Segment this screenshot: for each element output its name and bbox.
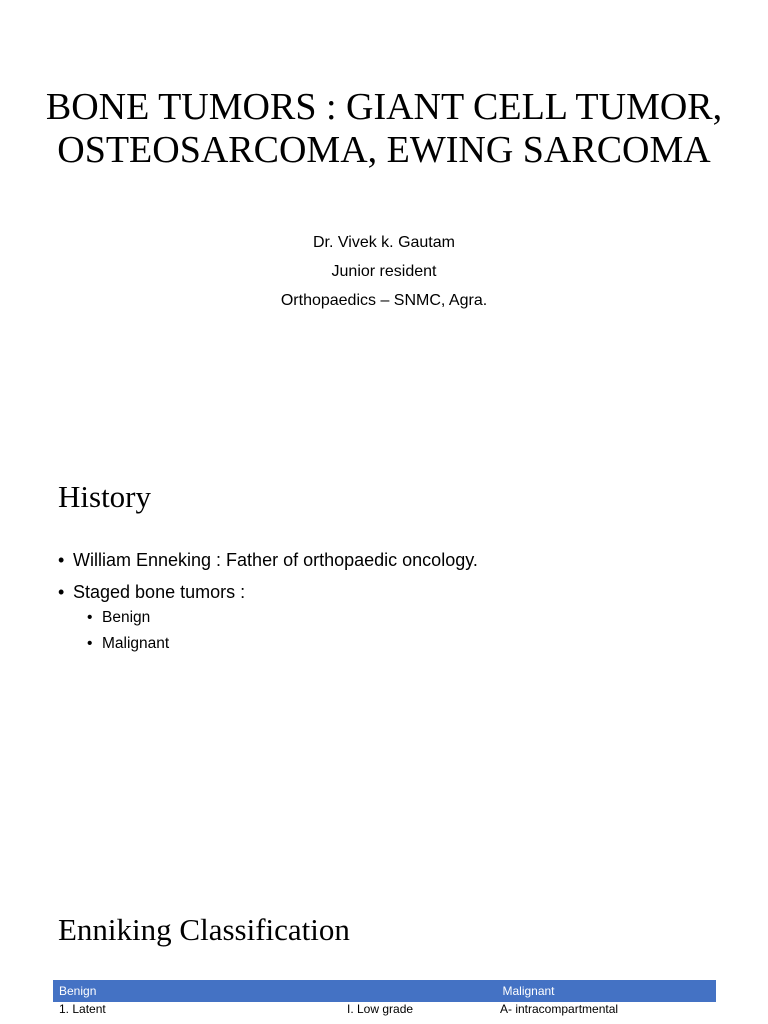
bullet-staged-text: Staged bone tumors : — [73, 582, 246, 602]
bullet-enneking: • William Enneking : Father of orthopaedic oncology. — [58, 548, 478, 573]
sub-bullet-list — [73, 605, 478, 657]
table-header-row — [53, 980, 716, 1002]
table-cell: I. Low grade — [341, 1002, 494, 1024]
sub-bullet-benign: • Benign — [73, 605, 478, 631]
classification-slide — [0, 882, 768, 1024]
table-cell: 1. Latent — [53, 1002, 341, 1024]
table-cell: A- intracompartmental — [494, 1002, 716, 1024]
header-malignant: Malignant — [341, 980, 716, 1002]
history-bullet-list — [58, 548, 478, 664]
author-name: Dr. Vivek k. Gautam — [313, 234, 455, 251]
classification-heading: Enniking Classification — [58, 912, 350, 947]
author-affiliation: Orthopaedics – SNMC, Agra. — [280, 292, 488, 309]
title-slide — [0, 0, 768, 340]
history-heading: History — [58, 479, 151, 514]
author-role: Junior resident — [331, 263, 437, 280]
sub-bullet-malignant: • Malignant — [73, 631, 478, 657]
bullet-staged — [58, 580, 478, 657]
table-row — [53, 1002, 716, 1024]
history-slide — [0, 462, 768, 882]
header-benign: Benign — [53, 980, 341, 1002]
slide-subtitle — [40, 228, 728, 315]
enneking-table — [53, 980, 716, 1024]
slide-title: BONE TUMORS : GIANT CELL TUMOR, OSTEOSARCOMA, EWING SARCOMA — [45, 86, 723, 171]
